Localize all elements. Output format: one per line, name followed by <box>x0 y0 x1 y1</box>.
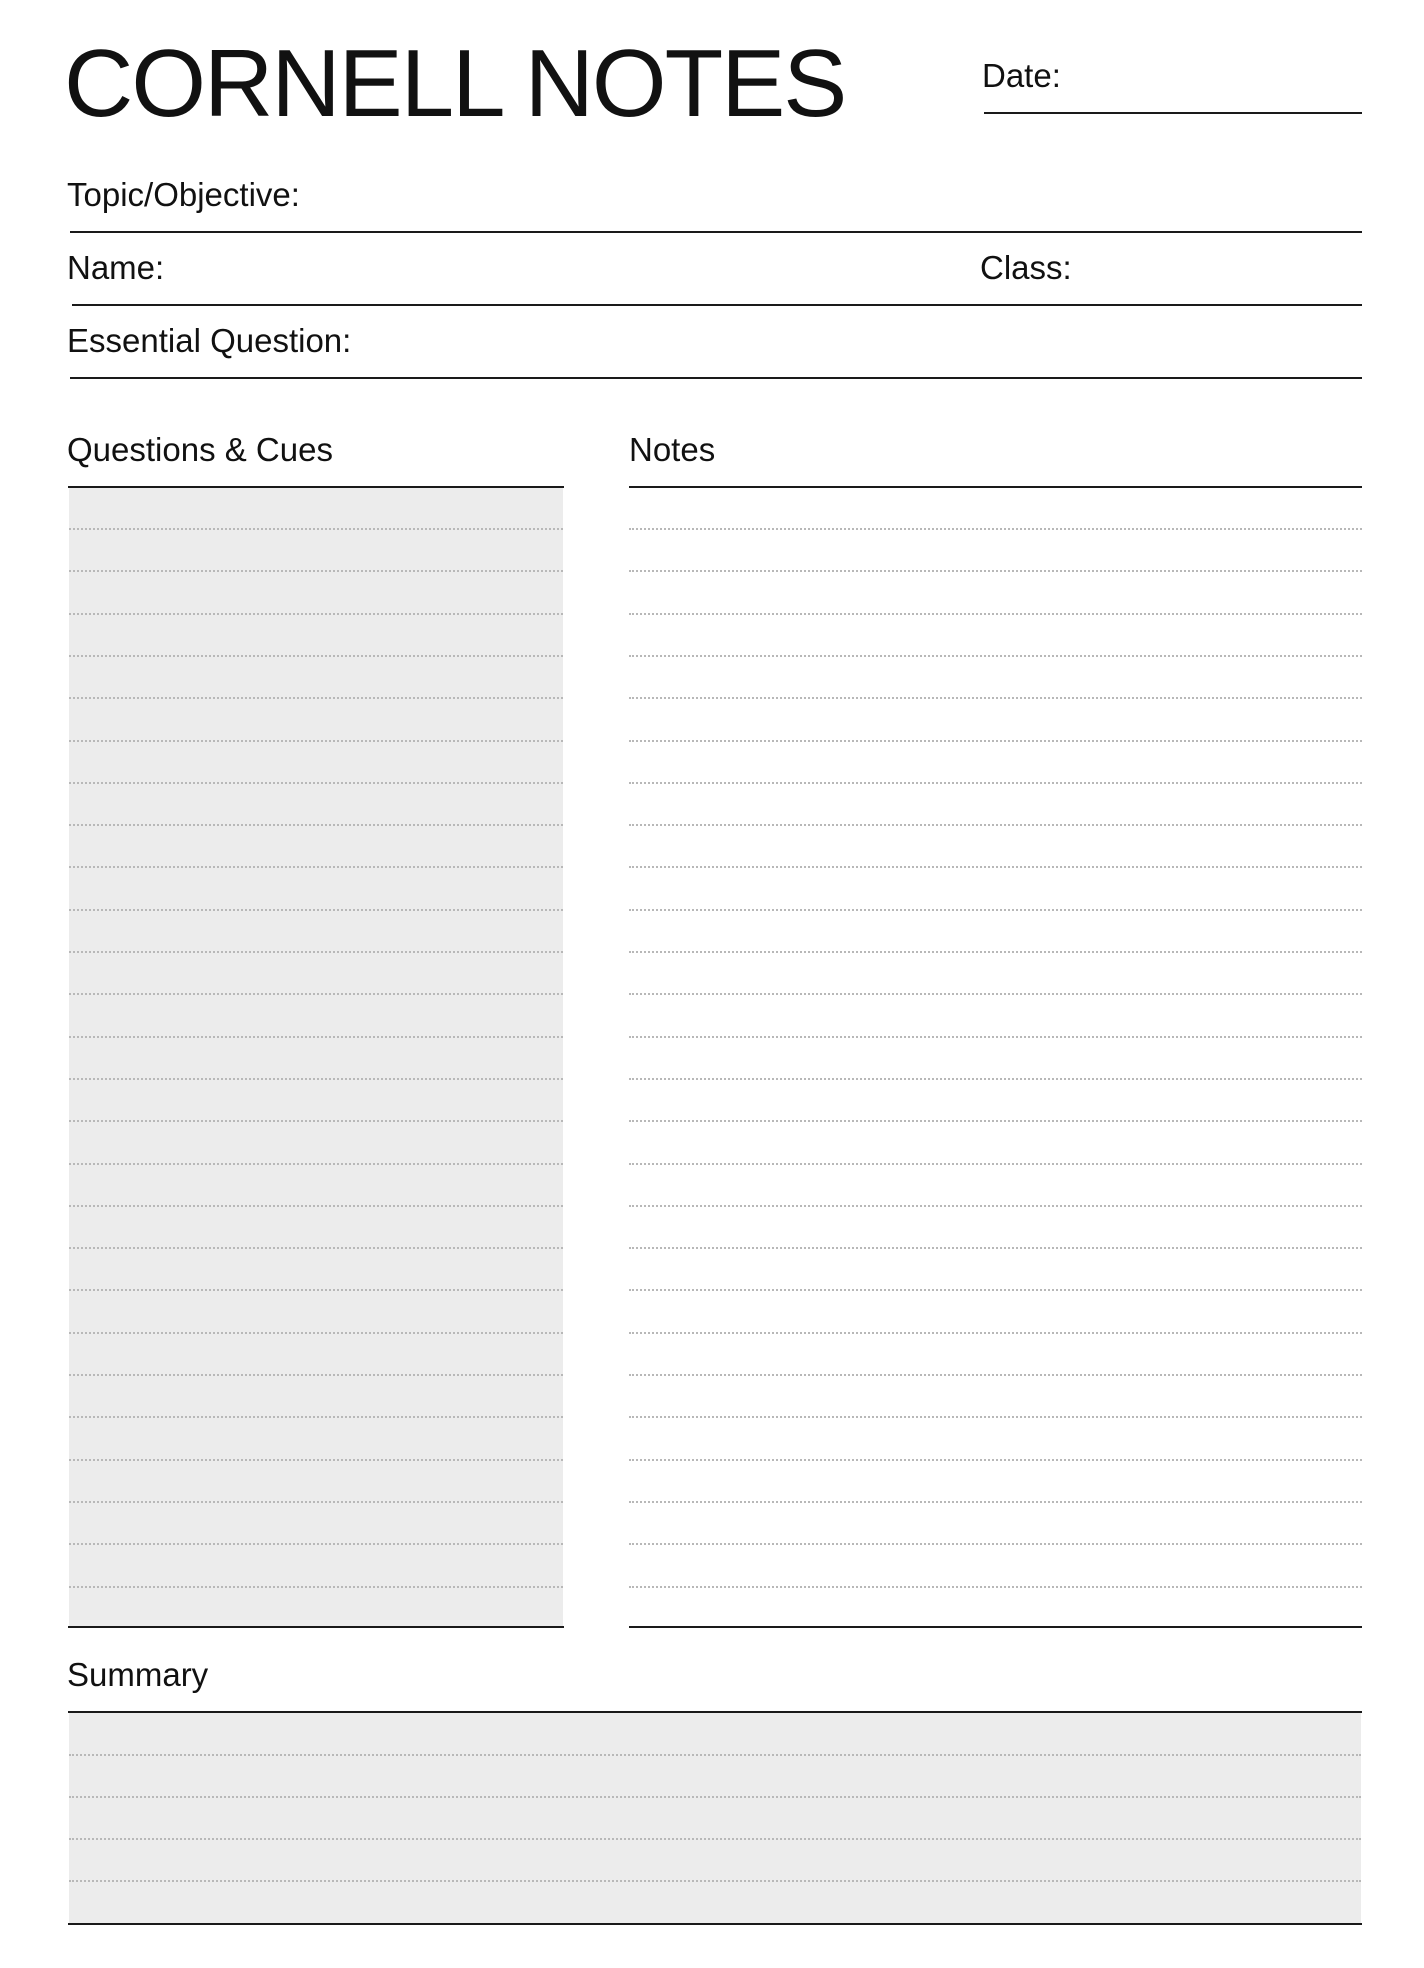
dotted-writing-line <box>629 655 1362 657</box>
dotted-writing-line <box>629 1289 1362 1291</box>
dotted-writing-line <box>629 993 1362 995</box>
dotted-writing-line <box>629 824 1362 826</box>
dotted-writing-line <box>69 528 563 530</box>
dotted-writing-line <box>629 613 1362 615</box>
dotted-writing-line <box>69 951 563 953</box>
dotted-writing-line <box>69 993 563 995</box>
dotted-writing-line <box>69 782 563 784</box>
dotted-writing-line <box>69 1501 563 1503</box>
dotted-writing-line <box>69 824 563 826</box>
dotted-writing-line <box>69 1332 563 1334</box>
dotted-writing-line <box>629 1247 1362 1249</box>
dotted-writing-line <box>69 1120 563 1122</box>
class-label: Class: <box>980 249 1072 286</box>
dotted-writing-line <box>629 1332 1362 1334</box>
questions-cues-area[interactable] <box>69 488 563 1626</box>
summary-heading: Summary <box>67 1656 209 1693</box>
questions-cues-heading: Questions & Cues <box>67 431 333 468</box>
page-title: CORNELL NOTES <box>64 30 846 137</box>
dotted-writing-line <box>629 1459 1362 1461</box>
essential-question-line[interactable] <box>70 377 1362 379</box>
notes-bottom-rule <box>629 1626 1362 1628</box>
dotted-writing-line <box>69 1289 563 1291</box>
dotted-writing-line <box>69 866 563 868</box>
dotted-writing-line <box>69 1880 1361 1882</box>
dotted-writing-line <box>629 740 1362 742</box>
dotted-writing-line <box>629 1416 1362 1418</box>
dotted-writing-line <box>69 1459 563 1461</box>
dotted-writing-line <box>629 1374 1362 1376</box>
dotted-writing-line <box>629 1163 1362 1165</box>
essential-question-label: Essential Question: <box>67 322 352 359</box>
topic-label: Topic/Objective: <box>67 176 300 213</box>
dotted-writing-line <box>69 740 563 742</box>
dotted-writing-line <box>69 909 563 911</box>
dotted-writing-line <box>629 951 1362 953</box>
dotted-writing-line <box>69 613 563 615</box>
summary-area[interactable] <box>69 1713 1361 1923</box>
summary-bottom-rule <box>68 1923 1362 1925</box>
dotted-writing-line <box>69 1543 563 1545</box>
dotted-writing-line <box>629 1036 1362 1038</box>
date-label: Date: <box>982 57 1061 94</box>
dotted-writing-line <box>69 1247 563 1249</box>
dotted-writing-line <box>629 1120 1362 1122</box>
dotted-writing-line <box>629 1543 1362 1545</box>
dotted-writing-line <box>69 1838 1361 1840</box>
dotted-writing-line <box>629 570 1362 572</box>
name-class-line[interactable] <box>72 304 1362 306</box>
dotted-writing-line <box>69 570 563 572</box>
dotted-writing-line <box>69 1163 563 1165</box>
dotted-writing-line <box>69 655 563 657</box>
dotted-writing-line <box>69 1036 563 1038</box>
name-label: Name: <box>67 249 165 286</box>
dotted-writing-line <box>629 782 1362 784</box>
notes-area[interactable] <box>629 488 1362 1626</box>
dotted-writing-line <box>69 1754 1361 1756</box>
dotted-writing-line <box>629 697 1362 699</box>
topic-line[interactable] <box>70 231 1362 233</box>
notes-heading: Notes <box>629 431 716 468</box>
dotted-writing-line <box>629 1586 1362 1588</box>
dotted-writing-line <box>629 909 1362 911</box>
date-line[interactable] <box>984 112 1362 114</box>
dotted-writing-line <box>69 1205 563 1207</box>
dotted-writing-line <box>629 1501 1362 1503</box>
dotted-writing-line <box>69 1796 1361 1798</box>
dotted-writing-line <box>69 1374 563 1376</box>
dotted-writing-line <box>629 866 1362 868</box>
dotted-writing-line <box>629 1205 1362 1207</box>
dotted-writing-line <box>629 1078 1362 1080</box>
dotted-writing-line <box>69 1078 563 1080</box>
dotted-writing-line <box>69 1586 563 1588</box>
dotted-writing-line <box>629 528 1362 530</box>
dotted-writing-line <box>69 1416 563 1418</box>
questions-cues-bottom-rule <box>68 1626 564 1628</box>
dotted-writing-line <box>69 697 563 699</box>
